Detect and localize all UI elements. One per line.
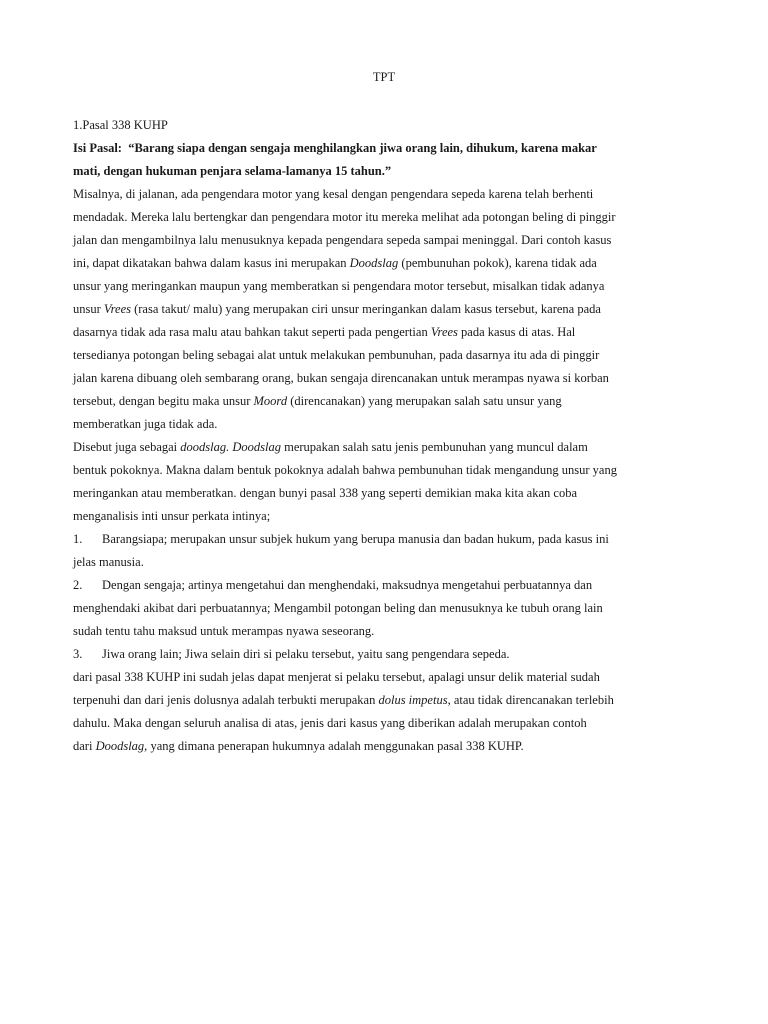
italic-term: Vrees bbox=[430, 325, 458, 339]
paragraph-line: Misalnya, di jalanan, ada pengendara motor yang kesal dengan pengendara sepeda karena telah berhenti bbox=[73, 187, 594, 201]
text-run: merupakan salah satu jenis pembunuhan yang muncul dalam bbox=[280, 440, 588, 454]
list-text: Jiwa orang lain; Jiwa selain diri si pelaku tersebut, yaitu sang pengendara sepeda. bbox=[102, 647, 510, 661]
list-item bbox=[73, 528, 705, 574]
text-run: , atau tidak direncanakan terlebih bbox=[447, 693, 614, 707]
element-list bbox=[73, 528, 705, 666]
document-body bbox=[73, 114, 705, 758]
text-run: dasarnya tidak ada rasa malu atau bahkan takut seperti pada pengertian bbox=[73, 325, 431, 339]
list-text: Barangsiapa; merupakan unsur subjek hukum yang berupa manusia dan badan hukum, pada kasus ini bbox=[102, 532, 609, 546]
list-item-line bbox=[73, 643, 705, 666]
isi-pasal-text: “Barang siapa dengan sengaja menghilangkan jiwa orang lain, dihukum, karena makar bbox=[128, 141, 597, 155]
paragraph-line: memberatkan juga tidak ada. bbox=[73, 417, 218, 431]
paragraph-line bbox=[73, 298, 705, 321]
paragraph-line bbox=[73, 689, 705, 712]
paragraph-example bbox=[73, 183, 705, 436]
paragraph-line bbox=[73, 735, 705, 758]
italic-term: Doodslag bbox=[349, 256, 399, 270]
paragraph-conclusion bbox=[73, 666, 705, 758]
list-number: 1. bbox=[73, 532, 83, 546]
paragraph-line: bentuk pokoknya. Makna dalam bentuk pokoknya adalah bahwa pembunuhan tidak mengandung unsur yang bbox=[73, 463, 617, 477]
text-run: ini, dapat dikatakan bahwa dalam kasus ini merupakan bbox=[73, 256, 350, 270]
list-item-line: jelas manusia. bbox=[73, 555, 144, 569]
text-run: yang dimana penerapan hukumnya adalah menggunakan pasal 338 KUHP. bbox=[147, 739, 524, 753]
isi-pasal-label: Isi Pasal: bbox=[73, 141, 122, 155]
paragraph-line: mendadak. Mereka lalu bertengkar dan pengendara motor itu mereka melihat ada potongan beling di pinggir bbox=[73, 210, 616, 224]
paragraph-line: dari pasal 338 KUHP ini sudah jelas dapat menjerat si pelaku tersebut, apalagi unsur delik material sudah bbox=[73, 670, 600, 684]
list-text: Dengan sengaja; artinya mengetahui dan menghendaki, maksudnya mengetahui perbuatannya dan bbox=[102, 578, 593, 592]
isi-pasal-line-2: mati, dengan hukuman penjara selama-lamanya 15 tahun.” bbox=[73, 164, 392, 178]
text-run: dari bbox=[73, 739, 96, 753]
list-number: 2. bbox=[73, 578, 83, 592]
italic-term: Vrees bbox=[103, 302, 131, 316]
paragraph-line: unsur yang meringankan maupun yang memberatkan si pengendara motor tersebut, misalkan tidak adanya bbox=[73, 279, 605, 293]
paragraph-line: menganalisis inti unsur perkata intinya; bbox=[73, 509, 271, 523]
isi-pasal-line-1 bbox=[73, 137, 705, 160]
list-item bbox=[73, 643, 705, 666]
paragraph-line bbox=[73, 321, 705, 344]
italic-term: doodslag. Doodslag bbox=[180, 440, 281, 454]
paragraph-line bbox=[73, 390, 705, 413]
list-number: 3. bbox=[73, 647, 83, 661]
list-item bbox=[73, 574, 705, 643]
text-run: Disebut juga sebagai bbox=[73, 440, 181, 454]
list-item-line bbox=[73, 528, 705, 551]
paragraph-line bbox=[73, 252, 705, 275]
text-run: (pembunuhan pokok), karena tidak ada bbox=[398, 256, 597, 270]
italic-term: dolus impetus bbox=[378, 693, 448, 707]
paragraph-line: dahulu. Maka dengan seluruh analisa di atas, jenis dari kasus yang diberikan adalah merupakan contoh bbox=[73, 716, 587, 730]
paragraph-line: meringankan atau memberatkan. dengan bunyi pasal 338 yang seperti demikian maka kita akan coba bbox=[73, 486, 577, 500]
italic-term: Moord bbox=[253, 394, 288, 408]
paragraph-line: jalan karena dibuang oleh sembarang orang, bukan sengaja direncanakan untuk merampas nyawa si korban bbox=[73, 371, 609, 385]
italic-term: Doodslag, bbox=[95, 739, 148, 753]
text-run: tersebut, dengan begitu maka unsur bbox=[73, 394, 254, 408]
list-item-line: sudah tentu tahu maksud untuk merampas nyawa seseorang. bbox=[73, 624, 375, 638]
document-title: TPT bbox=[372, 70, 396, 84]
text-run: (direncanakan) yang merupakan salah satu unsur yang bbox=[287, 394, 562, 408]
list-item-line: menghendaki akibat dari perbuatannya; Mengambil potongan beling dan menusuknya ke tubuh orang lain bbox=[73, 601, 603, 615]
text-run: terpenuhi dan dari jenis dolusnya adalah terbukti merupakan bbox=[73, 693, 379, 707]
list-item-line bbox=[73, 574, 705, 597]
text-run: (rasa takut/ malu) yang merupakan ciri unsur meringankan dalam kasus tersebut, karena pada bbox=[130, 302, 601, 316]
paragraph-analysis-intro bbox=[73, 436, 705, 528]
paragraph-line: tersedianya potongan beling sebagai alat untuk melakukan pembunuhan, pada dasarnya itu ada di pinggir bbox=[73, 348, 600, 362]
text-run: pada kasus di atas. Hal bbox=[457, 325, 576, 339]
paragraph-line: jalan dan mengambilnya lalu menusuknya kepada pengendara sepeda sampai meninggal. Dari contoh kasus bbox=[73, 233, 612, 247]
section-heading: 1.Pasal 338 KUHP bbox=[73, 118, 168, 132]
paragraph-line bbox=[73, 436, 705, 459]
text-run: unsur bbox=[73, 302, 104, 316]
